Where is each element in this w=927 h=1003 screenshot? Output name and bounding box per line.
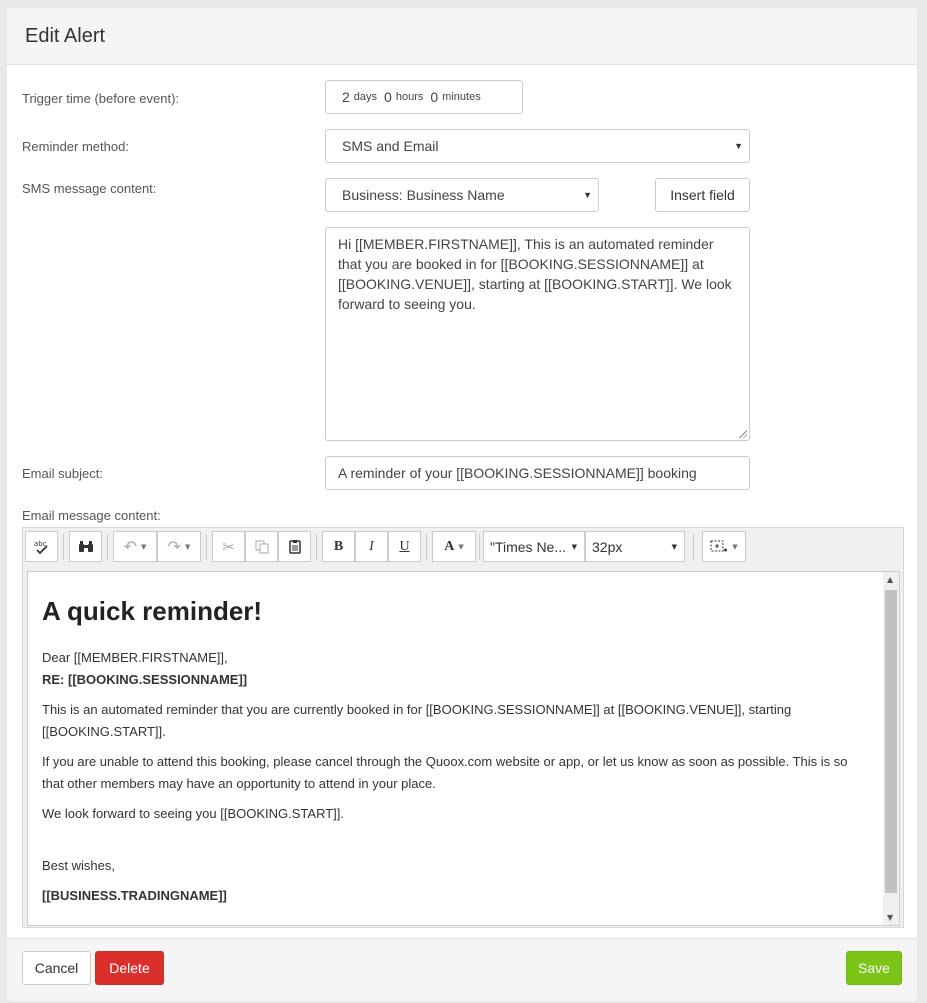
chevron-down-icon: ▼ [732,542,738,551]
insert-field-button[interactable]: Insert field [655,178,750,212]
email-signoff: Best wishes, [42,858,115,873]
modal-header [7,8,917,65]
editor-scrollbar[interactable] [883,571,900,926]
clipboard-icon [289,539,301,554]
underline-button[interactable]: U [388,531,421,562]
insert-block-icon [710,539,728,554]
trigger-time-input[interactable] [325,80,523,114]
delete-button[interactable]: Delete [95,951,164,985]
cut-button[interactable] [212,531,245,562]
email-content-label: Email message content: [22,508,161,523]
scrollbar-thumb[interactable] [885,590,897,893]
email-paragraph: If you are unable to attend this booking, please cancel through the Quoox.com website or app, or let us know as soon as possible. This is so that other members may have an opportunity to attend in your place. [42,754,848,791]
toolbar-divider [206,534,207,560]
trigger-time-label: Trigger time (before event): [22,91,180,106]
chevron-down-icon: ▼ [458,542,464,551]
hours-unit: hours [395,91,424,103]
edit-alert-modal [7,8,917,1001]
minutes-value[interactable]: 0 [430,89,439,105]
scroll-down-icon[interactable]: ▼ [887,913,894,922]
font-family-select[interactable] [483,531,585,562]
email-paragraph: This is an automated reminder that you are currently booked in for [[BOOKING.SESSIONNAME]] at [[BOOKING.VENUE]], starting [[BOOKING.START]]. [42,702,792,739]
undo-button[interactable] [113,531,157,562]
toolbar-divider [63,534,64,560]
font-size-value: 32px [592,538,623,555]
email-subject-value: A reminder of your [[BOOKING.SESSIONNAME]] booking [338,465,697,481]
email-paragraph: We look forward to seeing you [[BOOKING.START]]. [42,806,345,821]
copy-button[interactable] [245,531,278,562]
cancel-button[interactable]: Cancel [22,951,91,985]
save-button[interactable]: Save [846,951,902,985]
font-color-icon: A [444,538,455,554]
reminder-method-select[interactable] [325,129,750,163]
chevron-down-icon: ▼ [185,542,191,551]
email-rich-text-editor [22,527,904,928]
copy-icon [255,540,269,554]
modal-footer [7,938,917,1001]
bold-button[interactable]: B [322,531,355,562]
chevron-down-icon: ▼ [571,542,577,551]
redo-icon: ↷ [167,537,181,556]
chevron-down-icon: ▼ [671,542,677,551]
insert-field-select-value: Business: Business Name [342,187,505,203]
chevron-down-icon: ▼ [734,141,743,151]
undo-icon: ↶ [123,537,137,556]
email-greeting: Dear [[MEMBER.FIRSTNAME]], [42,650,228,665]
email-content-area[interactable] [27,571,883,926]
reminder-method-value: SMS and Email [342,138,439,154]
font-size-select[interactable] [585,531,685,562]
sms-message-textarea[interactable] [325,227,750,441]
page-title: Edit Alert [25,24,106,47]
font-family-value: "Times Ne... [490,538,567,555]
toolbar-divider [479,534,480,560]
days-unit: days [353,91,378,103]
toolbar-divider [693,534,694,560]
insert-element-button[interactable] [702,531,746,562]
scroll-up-icon[interactable]: ▲ [887,575,894,584]
sms-content-label: SMS message content: [22,181,157,196]
toolbar-divider [107,534,108,560]
toolbar-divider [316,534,317,560]
redo-button[interactable] [157,531,201,562]
minutes-unit: minutes [442,91,481,103]
email-signature: [[BUSINESS.TRADINGNAME]] [42,888,227,903]
email-re-line: RE: [[BOOKING.SESSIONNAME]] [42,672,248,687]
reminder-method-label: Reminder method: [22,139,129,154]
editor-toolbar [25,530,901,563]
chevron-down-icon: ▼ [583,190,592,200]
italic-button[interactable]: I [355,531,388,562]
email-subject-label: Email subject: [22,466,103,481]
svg-text:abc: abc [33,539,47,548]
days-value[interactable]: 2 [342,89,350,105]
chevron-down-icon: ▼ [141,542,147,551]
insert-field-select[interactable] [325,178,599,212]
font-color-button[interactable] [432,531,476,562]
find-button[interactable] [69,531,102,562]
resize-handle-icon[interactable] [738,429,747,438]
scissors-icon: ✂ [222,537,235,556]
binoculars-icon [78,540,94,554]
spellcheck-button[interactable] [25,531,58,562]
toolbar-divider [426,534,427,560]
email-subject-input[interactable] [325,456,750,490]
sms-message-text: Hi [[MEMBER.FIRSTNAME]], This is an automated reminder that you are booked in for [[BOOKING.SESSIONNAME]] at [[BOOKING.VENUE]], starting at [[BOOKING.START]]. We look forward to seeing you. [338,236,732,312]
paste-button[interactable] [278,531,311,562]
email-heading: A quick reminder! [42,596,263,626]
hours-value[interactable]: 0 [384,89,392,105]
spellcheck-icon [33,539,51,555]
